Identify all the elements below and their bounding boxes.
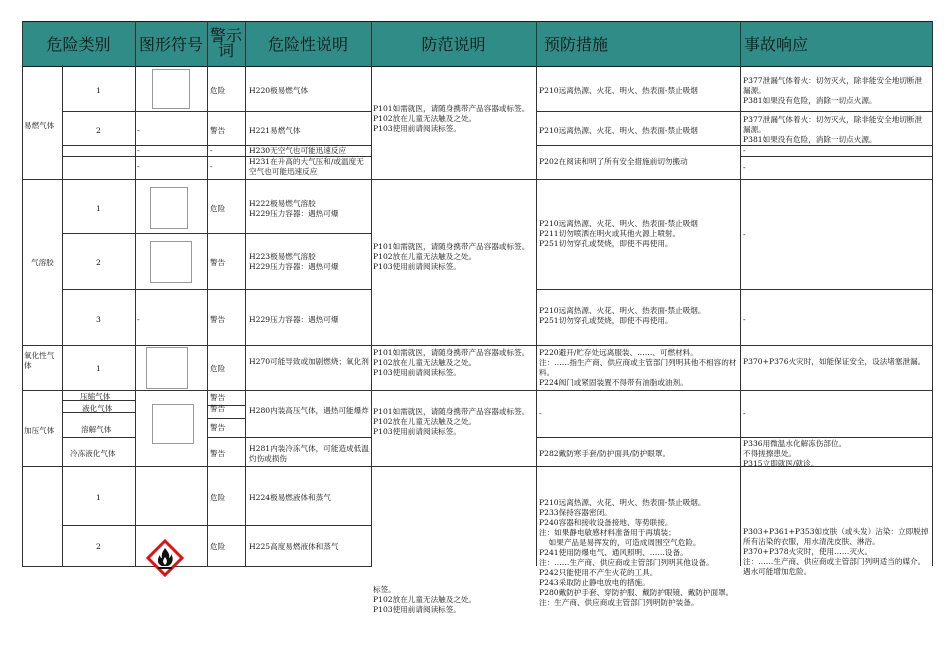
signal-word: 警告 <box>210 404 226 413</box>
grid-line <box>22 179 932 180</box>
grid-line <box>932 21 933 566</box>
response-text: P336用微温水化解冻伤部位。 不得搓擦患处。 P315立即就医/就诊。 <box>743 439 847 468</box>
pictogram-dash: - <box>137 162 140 171</box>
hazard-statement: H230无空气也可能迅速反应 <box>249 146 347 155</box>
precaution-text: 标签。 P102放在儿童无法触及之处。 P103使用前请阅读标签。 <box>373 585 477 614</box>
hazard-statement: H225高度易燃液体和蒸气 <box>249 542 339 551</box>
subcategory-1: 1 <box>96 204 101 213</box>
flame-icon <box>146 539 184 577</box>
pictogram-placeholder <box>152 404 194 444</box>
grid-line <box>536 111 932 112</box>
signal-word: 警告 <box>210 393 226 402</box>
grid-line <box>135 21 136 566</box>
header-response: 事故响应 <box>744 34 809 54</box>
grid-line <box>371 21 372 566</box>
hazard-statement: H270可能导致或加剧燃烧；氧化剂 <box>249 357 369 366</box>
signal-word: 警告 <box>210 258 226 267</box>
grid-line <box>740 156 932 157</box>
pictogram-placeholder <box>152 69 190 109</box>
signal-word: 危险 <box>210 542 226 551</box>
category-name: 加压气体 <box>24 426 55 435</box>
subcategory-1: 1 <box>96 364 101 373</box>
hazard-statement: H224极易燃液体和蒸气 <box>249 493 331 502</box>
header-hazard-category: 危险类别 <box>46 34 111 54</box>
response-text: P303+P361+P353如皮肤（或头发）沾染：立即脱掉所有沾染的衣服，用水清洗皮肤、淋浴。 P370+P378火灾时，使用……灭火。 注：……生产商、供应商或主管部门列明适当的媒介。 遇水可能增加危险。 <box>743 527 929 576</box>
prevention-text: P210远离热源、火花、明火、热表面-禁止吸烟 <box>539 86 698 95</box>
header-hazard-statement: 危险性说明 <box>267 34 348 54</box>
hazard-statement: H280内装高压气体，遇热可能爆炸 <box>249 406 369 415</box>
subcategory-2: 2 <box>96 258 101 267</box>
subcategory-refrigerated: 冷冻液化气体 <box>70 449 116 458</box>
grid-line <box>22 390 932 391</box>
precaution-text: P101如需就医，请随身携带产品容器或标签。 P102放在儿童无法触及之处。 P103使用前请阅读标签。 <box>373 348 530 377</box>
hazard-statement: H222极易燃气溶胶 H229压力容器：遇热可爆 <box>249 199 339 218</box>
grid-line <box>536 145 932 146</box>
grid-line <box>536 21 537 566</box>
grid-line <box>207 418 245 419</box>
pictogram-placeholder <box>150 241 192 283</box>
response-dash: - <box>743 315 746 324</box>
signal-word: 警告 <box>210 449 226 458</box>
subcategory-3: 3 <box>96 315 101 324</box>
response-text: P377泄漏气体着火：切勿灭火，除非能安全地切断泄漏源。 P381如果没有危险，消除一切点火源。 <box>743 76 923 105</box>
grid-line <box>207 111 371 112</box>
signal-word: 警告 <box>210 126 226 135</box>
precaution-text: P101如需就医，请随身携带产品容器或标签。 P102放在儿童无法触及之处。 P103使用前请阅读标签。 <box>373 242 530 271</box>
hazard-statement: H229压力容器：遇热可爆 <box>249 315 339 324</box>
grid-line <box>62 65 63 566</box>
response-dash: - <box>743 230 746 239</box>
category-name: 氧化性气体 <box>24 351 55 370</box>
grid-line <box>207 21 208 566</box>
subcategory-1: 1 <box>96 493 101 502</box>
prevention-text: P210远离热源、火花、明火、热表面-禁止吸烟。 P251切勿穿孔或焚烧，即使不再使用。 <box>539 306 706 325</box>
pictogram-placeholder <box>150 187 188 229</box>
signal-word: - <box>210 162 213 171</box>
header-pictogram: 图形符号 <box>138 34 203 54</box>
grid-line <box>62 437 135 438</box>
grid-line <box>62 525 371 526</box>
grid-line <box>22 345 932 346</box>
header-signal-word: 警示 词 <box>209 26 242 60</box>
subcategory-liquefied: 液化气体 <box>82 404 113 413</box>
grid-line <box>22 566 372 567</box>
response-dash: - <box>743 163 746 172</box>
pictogram-placeholder <box>146 347 188 389</box>
grid-line <box>536 289 932 290</box>
grid-line <box>245 21 246 566</box>
grid-line <box>22 21 23 566</box>
precaution-text: P101如需就医，请随身携带产品容器或标签。 P102放在儿童无法触及之处。 P103使用前请阅读标签。 <box>373 407 530 436</box>
signal-word: - <box>210 146 213 155</box>
response-dash: - <box>743 146 746 155</box>
subcategory-2: 2 <box>96 542 101 551</box>
subcategory-compressed: 压缩气体 <box>80 392 111 401</box>
signal-word: 危险 <box>210 493 226 502</box>
grid-line <box>62 111 207 112</box>
category-name: 易燃气体 <box>24 121 55 130</box>
hazard-statement: H221易燃气体 <box>249 126 301 135</box>
header-prevention: 预防措施 <box>544 34 609 54</box>
subcategory-1: 1 <box>96 86 101 95</box>
grid-line <box>740 21 741 566</box>
hazard-statement: H281内装冷冻气体，可能造成低温灼伤或损伤 <box>249 444 369 463</box>
response-text: P377泄漏气体着火：切勿灭火，除非能安全地切断泄漏源。 P381如果没有危险，消除一切点火源。 <box>743 115 923 144</box>
signal-word: 警告 <box>210 315 226 324</box>
hazard-statement: H223极易燃气溶胶 H229压力容器：遇热可爆 <box>249 252 339 271</box>
header-precaution: 防范说明 <box>421 34 486 54</box>
subcategory-dissolved: 溶解气体 <box>81 425 112 434</box>
grid-line <box>536 437 932 438</box>
subcategory-2: 2 <box>96 126 101 135</box>
precaution-text: P101如需就医，请随身携带产品容器或标签。 P102放在儿童无法触及之处。 P103使用前请阅读标签。 <box>373 104 530 133</box>
prevention-dash: - <box>539 409 542 418</box>
prevention-text: P210远离热源、火花、明火、热表面-禁止吸烟 P211切勿喷洒在明火或其他火源上喷射。 P251切勿穿孔或焚烧，即使不再使用。 <box>539 219 698 248</box>
pictogram-dash: - <box>137 146 140 155</box>
prevention-text: P202在阅读和明了所有安全措施前切勿搬动 <box>539 157 688 166</box>
signal-word: 危险 <box>210 364 226 373</box>
category-name: 气溶胶 <box>31 258 54 267</box>
signal-word: 危险 <box>210 204 226 213</box>
pictogram-dash: - <box>137 315 140 324</box>
prevention-text: P282戴防寒手套/防护面具/防护眼罩。 <box>539 449 671 458</box>
response-dash: - <box>743 409 746 418</box>
grid-line <box>207 437 371 438</box>
prevention-text: P220避开/贮存处远离服装、……、可燃材料。 注：……指生产商、供应商或主管部门列明其他不相容的材料。 P224阀门或紧固装置不得带有油脂或油剂。 <box>539 348 737 387</box>
response-text: P370+P376火灾时，如能保证安全，设法堵塞泄漏。 <box>743 357 926 366</box>
grid-line <box>62 289 371 290</box>
hazard-statement: H220极易燃气体 <box>249 86 309 95</box>
signal-word: 警告 <box>210 423 226 432</box>
grid-line <box>62 233 371 234</box>
pictogram-dash: - <box>137 126 140 135</box>
hazard-statement: H231在升高的大气压和/或温度无空气也可能迅速反应 <box>249 157 364 176</box>
signal-word: 危险 <box>210 86 226 95</box>
prevention-text: P210远离热源、火花、明火、热表面-禁止吸烟 <box>539 126 698 135</box>
prevention-text: P210远离热源、火花、明火、热表面-禁止吸烟。 P233保持容器密闭。 P240容器和接收设备接地、等势联接。 注：如果静电敏感材料准备用于再填装； 如果产品是易挥发的，可造成周围空气危险。 P241使用防爆电气、通风照明、……设备。 注：……生产商、供应商或主管部门列明其他设备。 P242只能使用不产生火花的工具。 P243采取防止静电放电的措施。 P280戴防护手套、穿防护服、戴防护眼镜、戴防护面罩。 注：生产商、供应商或主管部门列明防护装备。 <box>539 498 734 607</box>
